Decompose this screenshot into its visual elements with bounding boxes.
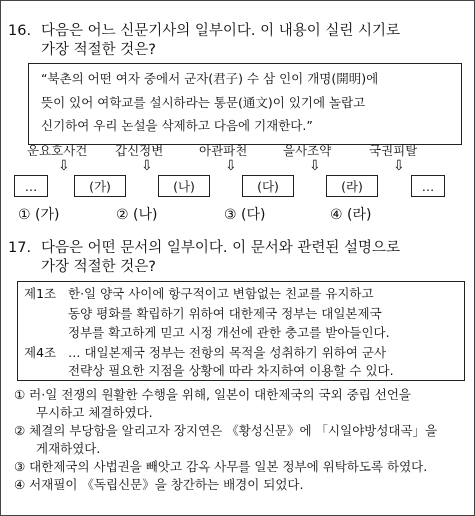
timeline-box-ra: (라) — [326, 175, 378, 197]
down-arrow-icon: ⇩ — [225, 158, 237, 174]
timeline-box-end: … — [411, 175, 445, 197]
article1-line3: 정부를 확고하게 믿고 시정 개선에 관한 충고를 받아들인다. — [68, 325, 390, 340]
q16-option-1[interactable]: ① (가) — [18, 207, 60, 223]
timeline-box-ga: (가) — [74, 175, 126, 197]
event-label-agwan: 아관파천 — [199, 143, 248, 158]
article1-line2: 동양 평화를 확립하기 위하여 대한제국 정부는 대일본제국 — [68, 306, 382, 321]
event-label-gukgwon: 국권피탈 — [369, 143, 418, 158]
q16-option-4[interactable]: ④ (라) — [330, 207, 372, 223]
q17-document-box — [17, 281, 465, 381]
q17-option-2[interactable]: ② 체결의 부당함을 알리고자 장지연은 《황성신문》에 「시일야방성대곡」을 — [14, 423, 438, 438]
article4-label: 제4조 — [24, 345, 57, 360]
q17-option-1[interactable]: ① 러·일 전쟁의 원활한 수행을 위해, 일본이 대한제국의 국외 중립 선언을 — [14, 387, 411, 402]
timeline-box-start: … — [14, 175, 48, 197]
q17-option-2-cont: 게재하였다. — [36, 441, 101, 456]
event-label-gapsin: 갑신정변 — [115, 143, 164, 158]
article4-line1: … 대일본제국 정부는 전항의 목적을 성취하기 위하여 군사 — [68, 345, 387, 360]
q16-option-3[interactable]: ③ (다) — [224, 207, 266, 223]
q17-number: 17. — [8, 240, 32, 256]
q16-prompt-line2: 가장 적절한 것은? — [41, 42, 156, 58]
down-arrow-icon: ⇩ — [309, 158, 321, 174]
event-label-unyoho: 운요호사건 — [27, 143, 88, 158]
q16-prompt-line1: 다음은 어느 신문기사의 일부이다. 이 내용이 실린 시기로 — [41, 23, 401, 39]
q17-option-3[interactable]: ③ 대한제국의 사법권을 빼앗고 감옥 사무를 일본 정부에 위탁하도록 하였다. — [14, 459, 428, 474]
q17-option-1-cont: 무시하고 체결하였다. — [36, 405, 153, 420]
article1-label: 제1조 — [24, 286, 57, 301]
q16-quote-line1: “북촌의 어떤 여자 중에서 군자(君子) 수 삼 인이 개명(開明)에 — [41, 71, 379, 86]
timeline-box-da: (다) — [242, 175, 294, 197]
q17-option-4[interactable]: ④ 서재필이 《독립신문》을 창간하는 배경이 되었다. — [14, 477, 304, 492]
event-label-eulsa: 을사조약 — [283, 143, 332, 158]
q16-quote-line2: 뜻이 있어 여학교를 설시하라는 통문(通文)이 있기에 놀랍고 — [41, 95, 366, 110]
q16-quote-box — [28, 63, 462, 145]
down-arrow-icon: ⇩ — [393, 158, 405, 174]
timeline-box-na: (나) — [158, 175, 210, 197]
q16-quote-line3: 신기하여 우리 논설을 삭제하고 다음에 기재한다.” — [41, 118, 313, 133]
article4-line2: 전략상 필요한 지점을 상황에 따라 차지하여 이용할 수 있다. — [68, 363, 394, 378]
article1-line1: 한·일 양국 사이에 항구적이고 변함없는 친교를 유지하고 — [68, 286, 374, 301]
q16-number: 16. — [8, 23, 32, 39]
q17-prompt-line2: 가장 적절한 것은? — [41, 259, 156, 275]
q16-option-2[interactable]: ② (나) — [116, 207, 158, 223]
q17-prompt-line1: 다음은 어떤 문서의 일부이다. 이 문서와 관련된 설명으로 — [41, 240, 401, 256]
down-arrow-icon: ⇩ — [141, 158, 153, 174]
down-arrow-icon: ⇩ — [58, 158, 70, 174]
